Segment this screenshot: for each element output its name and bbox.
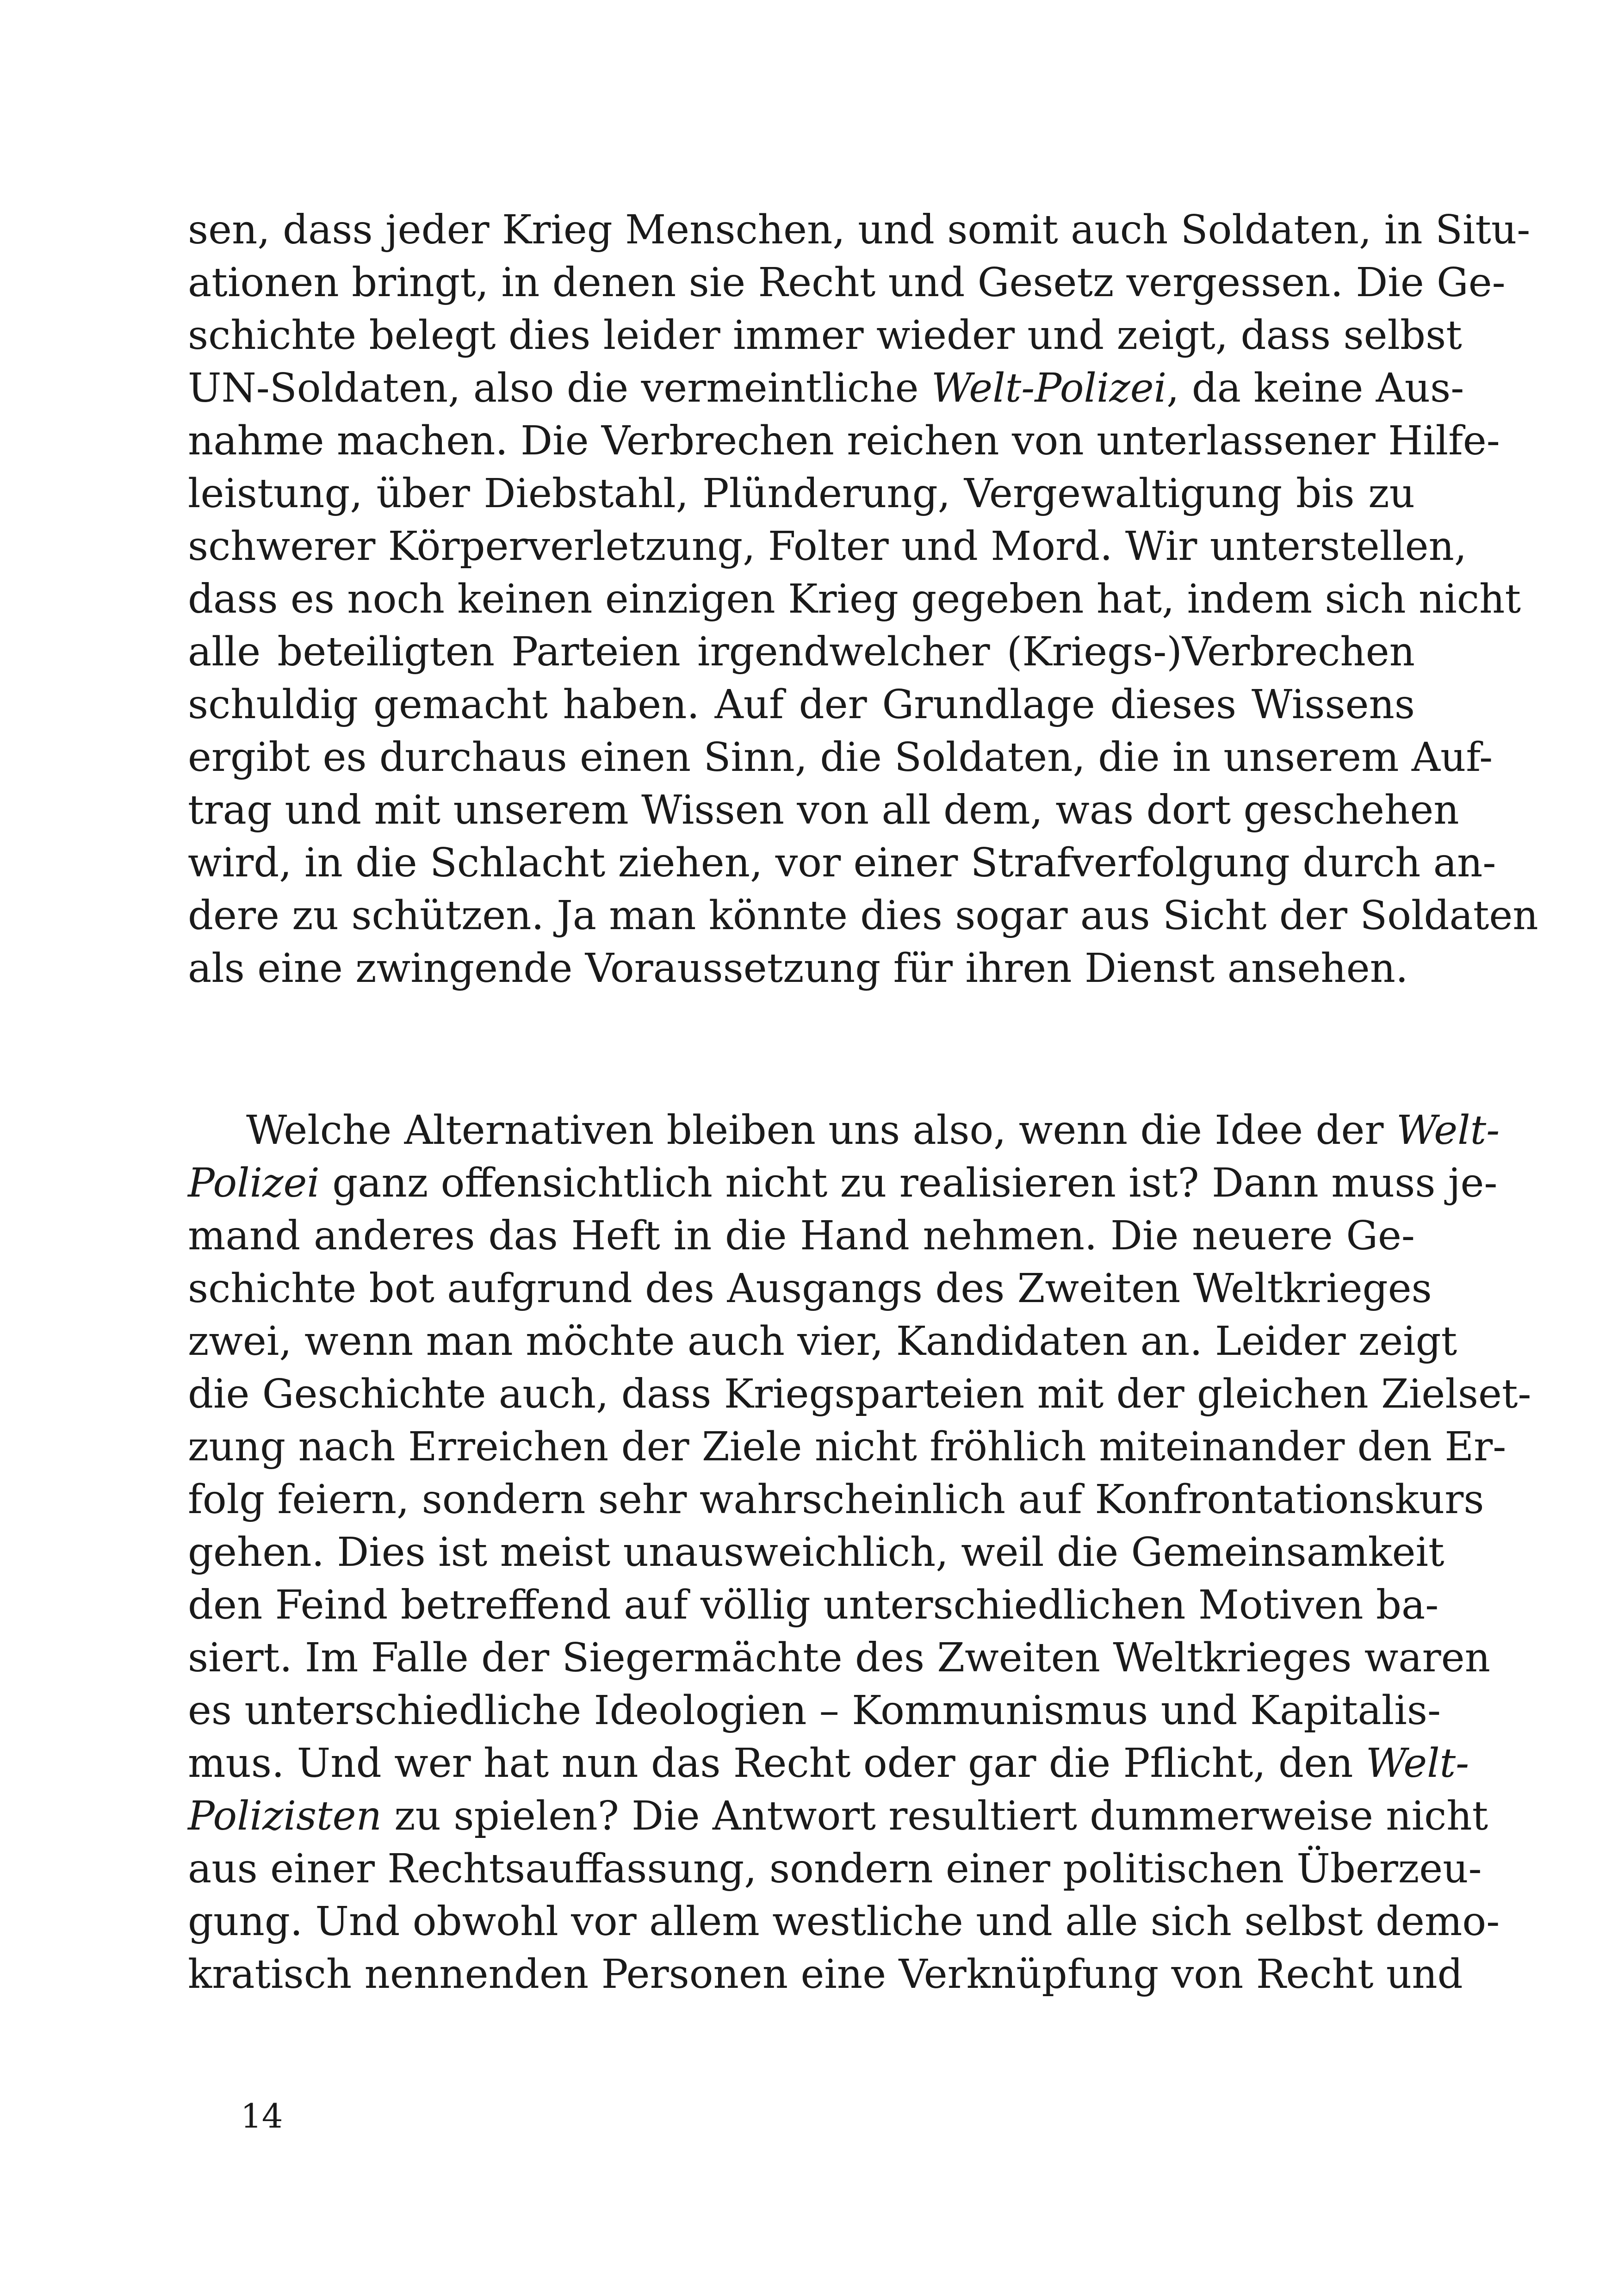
text-line: gehen. Dies ist meist unausweichlich, weil die Gemeinsamkeit: [188, 1529, 1444, 1576]
text-line: mand anderes das Heft in die Hand nehmen. Die neuere Ge-: [188, 1213, 1415, 1259]
text-run: Welche Alternativen bleiben uns also, wenn die Idee der: [246, 1107, 1396, 1154]
text-line: wird, in die Schlacht ziehen, vor einer Strafverfolgung durch an-: [188, 840, 1496, 886]
text-run: , da keine Aus-: [1166, 365, 1464, 411]
text-line: die Geschichte auch, dass Kriegsparteien mit der gleichen Zielset-: [188, 1371, 1531, 1417]
text-line: [188, 1790, 1488, 1843]
text-line: folg feiern, sondern sehr wahrscheinlich auf Konfrontationskurs: [188, 1477, 1484, 1523]
text-line: den Feind betreffend auf völlig unterschiedlichen Motiven ba-: [188, 1582, 1439, 1628]
text-run: UN-Soldaten, also die vermeintliche: [188, 365, 931, 411]
text-run: mus. Und wer hat nun das Recht oder gar die Pflicht, den: [188, 1740, 1366, 1787]
text-line: als eine zwingende Voraussetzung für ihren Dienst ansehen.: [188, 945, 1408, 992]
text-line: alle beteiligten Parteien irgendwelcher (Kriegs-)Verbrechen: [188, 629, 1415, 675]
text-line: schichte bot aufgrund des Ausgangs des Zweiten Weltkrieges: [188, 1266, 1432, 1312]
text-line: ationen bringt, in denen sie Recht und Gesetz vergessen. Die Ge-: [188, 260, 1506, 306]
text-line: siert. Im Falle der Siegermächte des Zweiten Weltkrieges waren: [188, 1635, 1491, 1681]
text-line: es unterschiedliche Ideologien – Kommunismus und Kapitalis-: [188, 1688, 1441, 1734]
emphasis-text: Polizei: [188, 1160, 320, 1206]
text-line: dass es noch keinen einzigen Krieg gegeben hat, indem sich nicht: [188, 576, 1521, 622]
text-line: nahme machen. Die Verbrechen reichen von unterlassener Hilfe-: [188, 418, 1500, 464]
text-line: kratisch nennenden Personen eine Verknüpfung von Recht und: [188, 1951, 1463, 1998]
text-line: ergibt es durchaus einen Sinn, die Soldaten, die in unserem Auf-: [188, 734, 1493, 781]
text-line: [188, 1157, 1498, 1210]
text-line: schwerer Körperverletzung, Folter und Mord. Wir unterstellen,: [188, 523, 1467, 570]
text-line: sen, dass jeder Krieg Menschen, und somit auch Soldaten, in Situ-: [188, 207, 1531, 253]
text-line: [188, 1737, 1469, 1790]
page-number: 14: [241, 2097, 283, 2135]
emphasis-text: Welt-: [1396, 1107, 1500, 1154]
text-line: [188, 362, 1464, 415]
text-line: zwei, wenn man möchte auch vier, Kandidaten an. Leider zeigt: [188, 1318, 1457, 1365]
text-line: gung. Und obwohl vor allem westliche und alle sich selbst demo-: [188, 1899, 1500, 1945]
body-text: [188, 204, 1538, 2001]
text-line: schuldig gemacht haben. Auf der Grundlage dieses Wissens: [188, 682, 1415, 728]
text-line: aus einer Rechtsauffassung, sondern einer politischen Überzeu-: [188, 1846, 1482, 1892]
paragraph-gap: [188, 995, 1415, 1104]
emphasis-text: Welt-: [1365, 1740, 1469, 1787]
emphasis-text: Polizisten: [188, 1793, 382, 1839]
text-line: schichte belegt dies leider immer wieder und zeigt, dass selbst: [188, 312, 1462, 359]
text-line: zung nach Erreichen der Ziele nicht fröhlich miteinander den Er-: [188, 1424, 1506, 1470]
text-line: leistung, über Diebstahl, Plünderung, Vergewaltigung bis zu: [188, 471, 1415, 517]
text-run: ganz offensichtlich nicht zu realisieren ist? Dann muss je-: [319, 1160, 1498, 1206]
text-line: dere zu schützen. Ja man könnte dies sogar aus Sicht der Soldaten: [188, 893, 1538, 939]
text-line: trag und mit unserem Wissen von all dem, was dort geschehen: [188, 787, 1459, 833]
text-line: [188, 1104, 1500, 1157]
emphasis-text: Welt-Polizei: [931, 365, 1167, 411]
paragraph-1: [188, 204, 1538, 995]
paragraph-2: [188, 1104, 1531, 2001]
text-run: zu spielen? Die Antwort resultiert dummerweise nicht: [381, 1793, 1488, 1839]
